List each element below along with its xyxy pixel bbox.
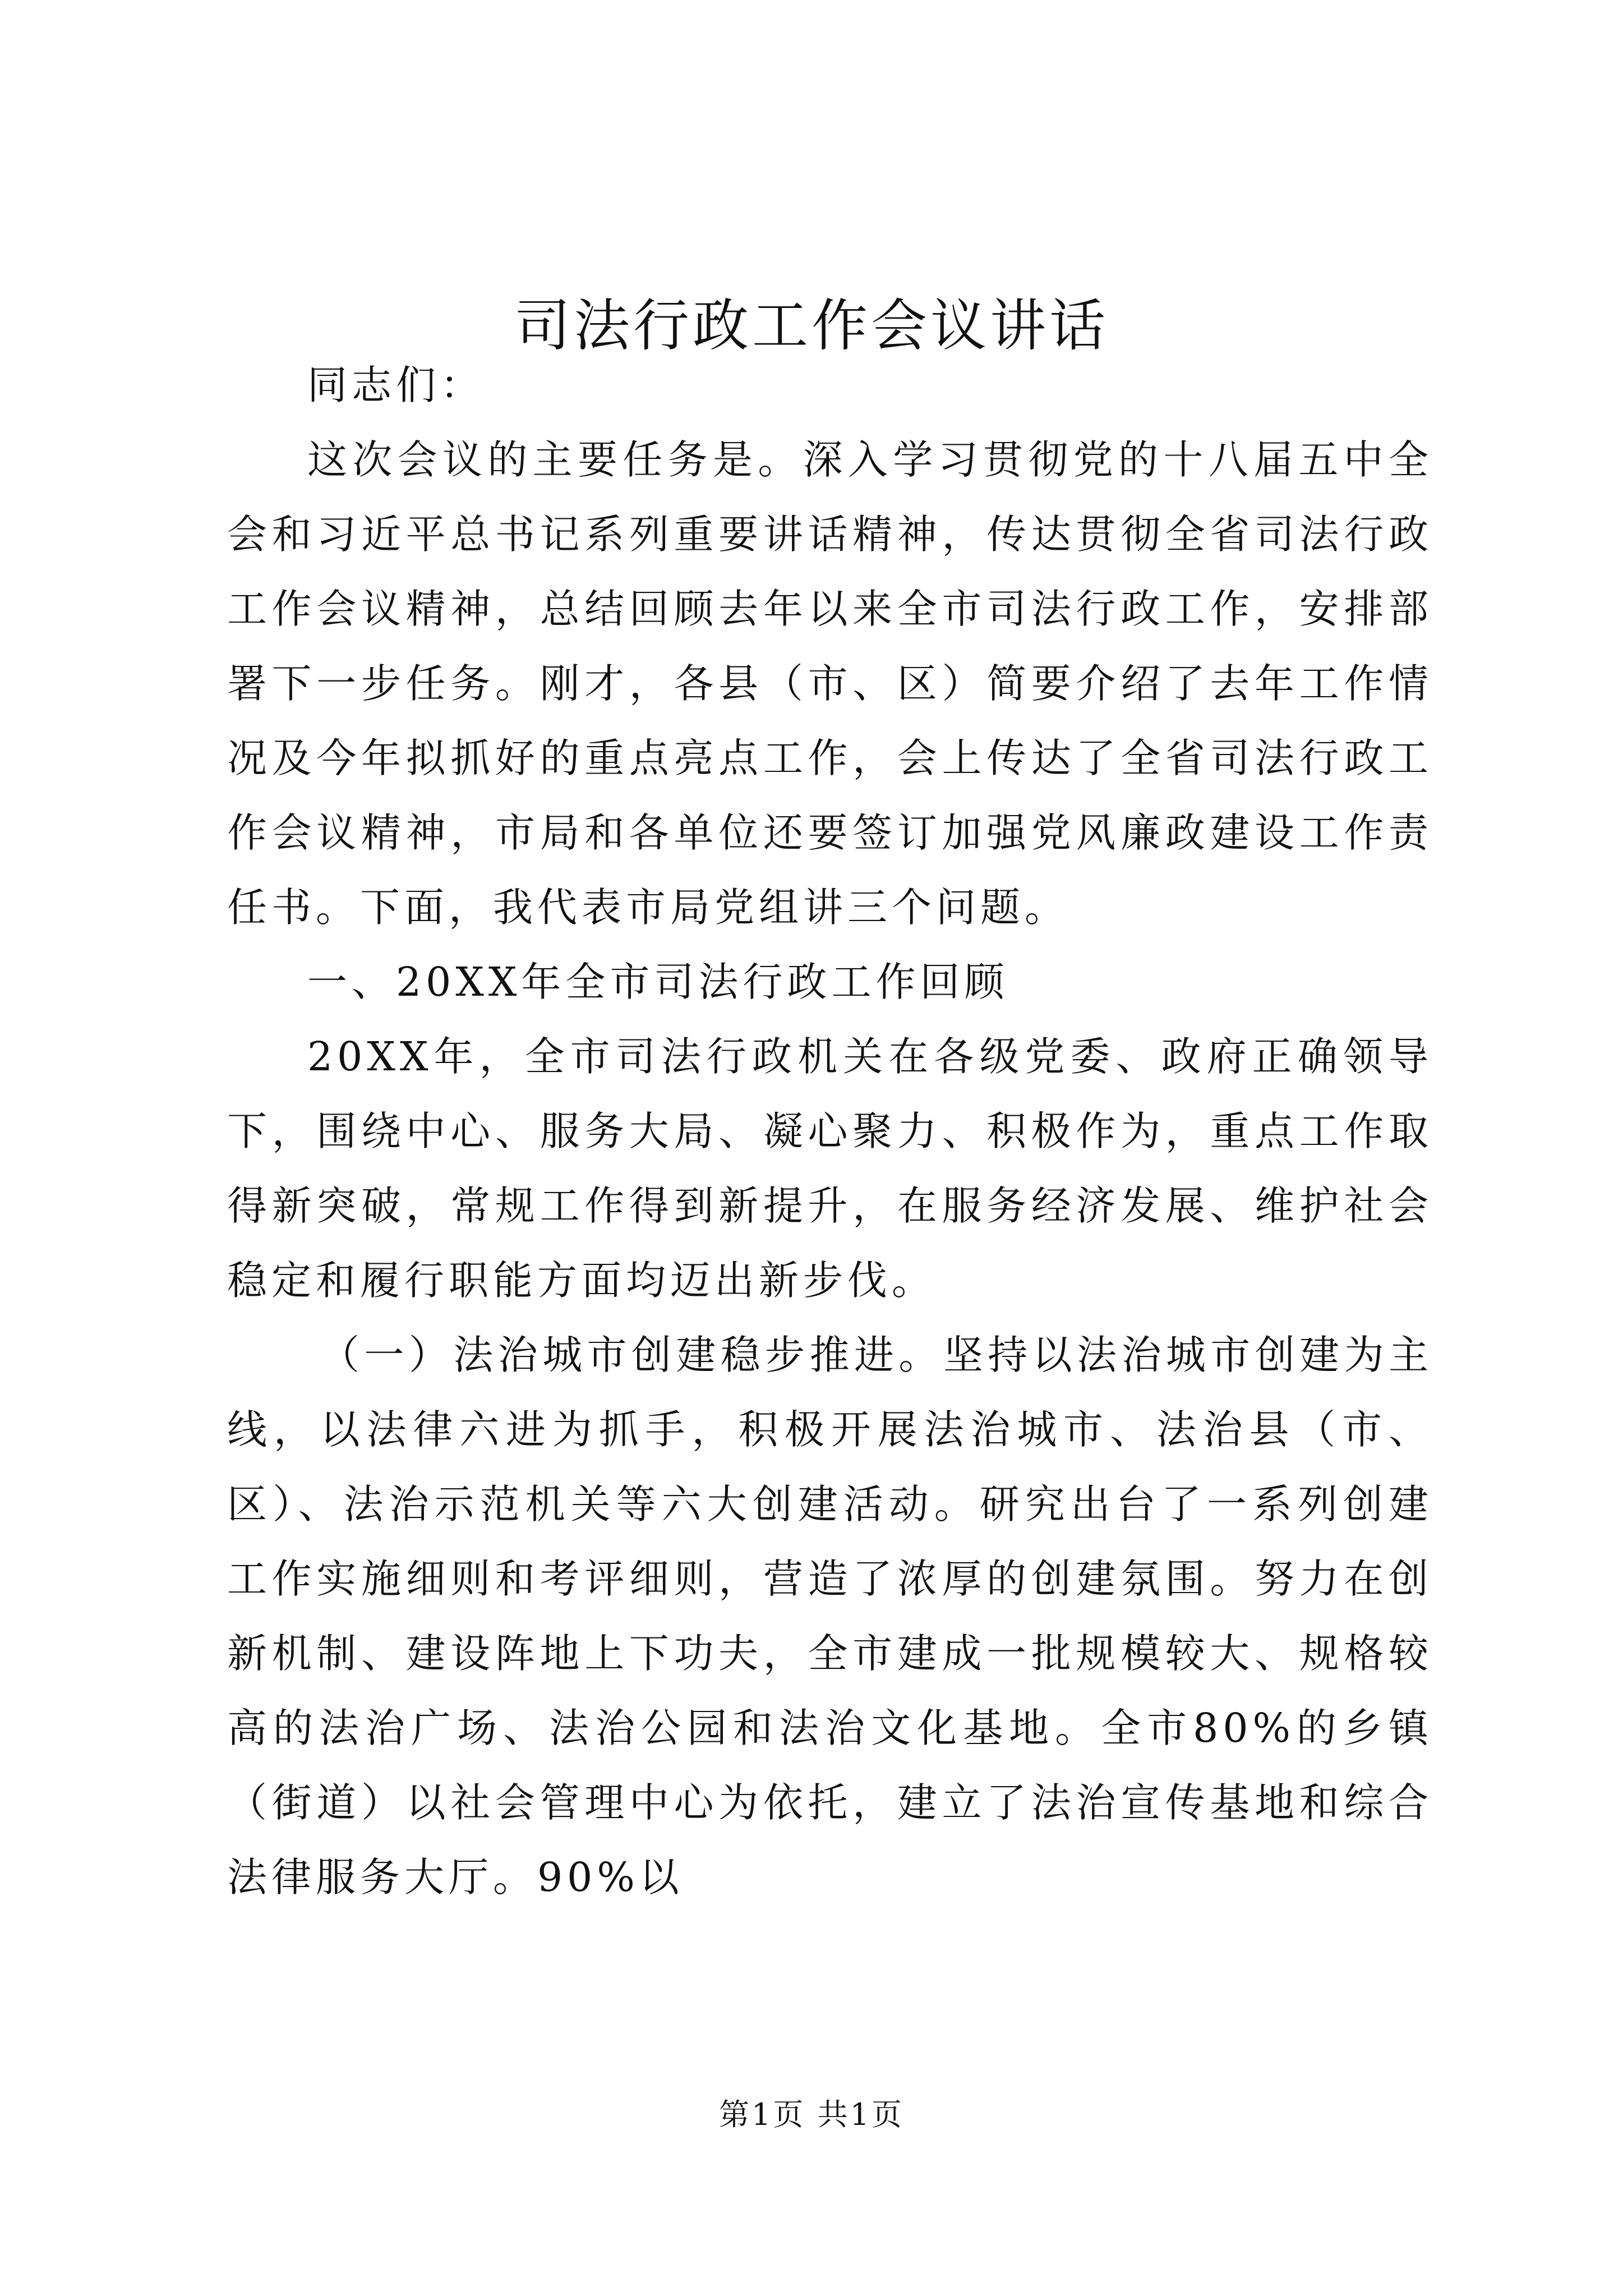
intro-paragraph: 这次会议的主要任务是。深入学习贯彻党的十八届五中全会和习近平总书记系列重要讲话精神，传达贯彻全省司法行政工作会议精神，总结回顾去年以来全市司法行政工作，安排部署下一步任务。刚才，各县（市、区）简要介绍了去年工作情况及今年拟抓好的重点亮点工作，会上传达了全省司法行政工作会议精神，市局和各单位还要签订加强党风廉政建设工作责任书。下面，我代表市局党组讲三个问题。 — [227, 436, 1433, 931]
review-paragraph: 20XX年，全市司法行政机关在各级党委、政府正确领导下，围绕中心、服务大局、凝心聚力、积极作为，重点工作取得新突破，常规工作得到新提升，在服务经济发展、维护社会稳定和履行职能方面均迈出新步伐。 — [227, 1033, 1433, 1304]
salutation-paragraph: 同志们： — [307, 362, 485, 408]
section-heading: 一、20XX年全市司法行政工作回顾 — [307, 959, 1009, 1005]
subsection-paragraph: （一）法治城市创建稳步推进。坚持以法治城市创建为主线，以法律六进为抓手，积极开展法治城市、法治县（市、区）、法治示范机关等六大创建活动。研究出台了一系列创建工作实施细则和考评细则，营造了浓厚的创建氛围。努力在创新机制、建设阵地上下功夫，全市建成一批规模较大、规格较高的法治广场、法治公园和法治文化基地。全市80%的乡镇（街道）以社会管理中心为依托，建立了法治宣传基地和综合法律服务大厅。90%以 — [227, 1332, 1433, 1901]
page-footer: 第1页 共1页 — [719, 2097, 904, 2132]
document-body — [227, 348, 1433, 1915]
document-title: 司法行政工作会议讲话 — [514, 293, 1109, 358]
